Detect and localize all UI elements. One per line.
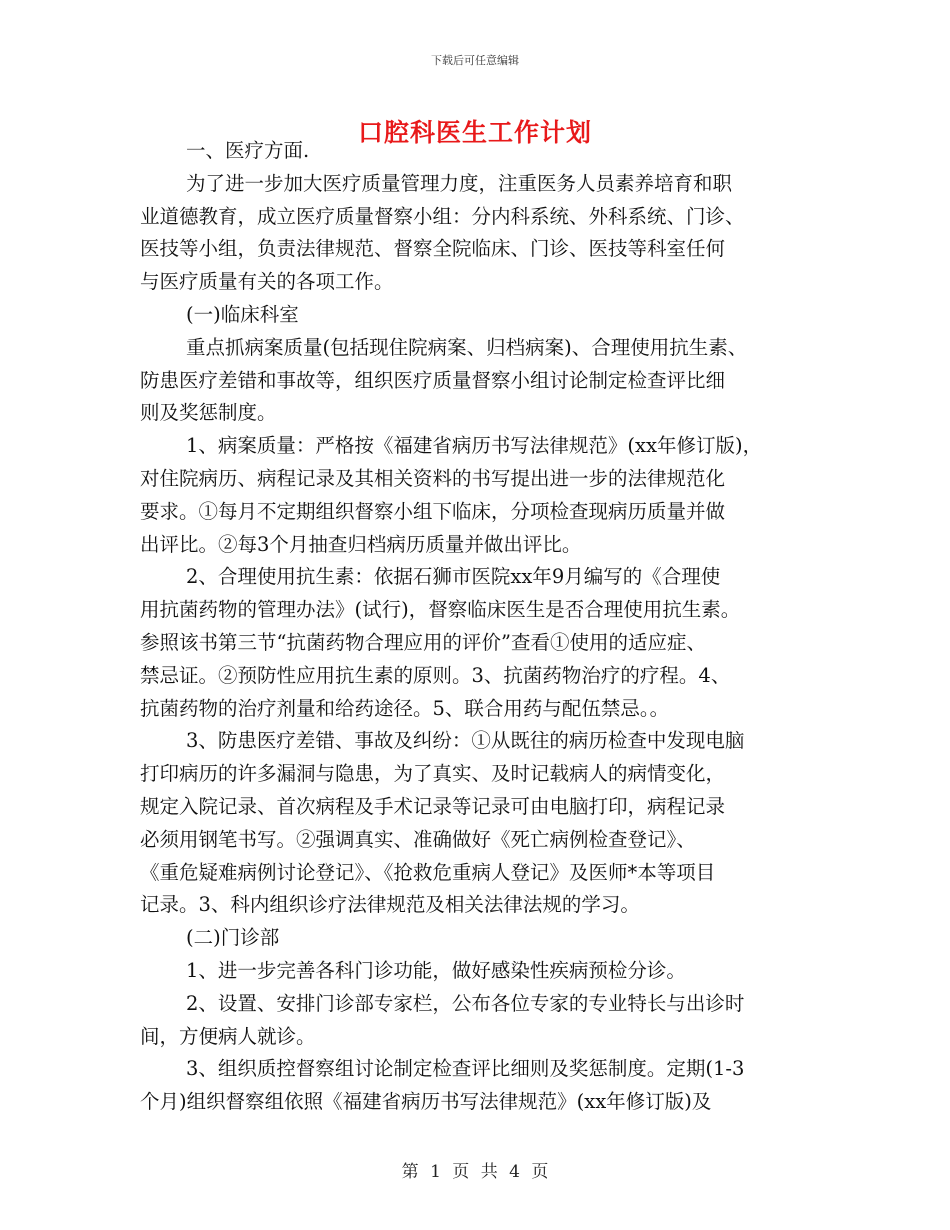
body-line: 重点抓病案质量(包括现住院病案、归档病案)、合理使用抗生素、 [186, 335, 748, 359]
document-title: 口腔科医生工作计划 [357, 118, 592, 147]
body-line: 抗菌药物的治疗剂量和给药途径。5、联合用药与配伍禁忌。。 [140, 696, 670, 720]
body-line: 禁忌证。②预防性应用抗生素的原则。3、抗菌药物治疗的疗程。4、 [140, 663, 731, 687]
body-line: 1、进一步完善各科门诊功能，做好感染性疾病预检分诊。 [186, 958, 686, 982]
body-line: 2、合理使用抗生素：依据石狮市医院xx年9月编写的《合理使 [186, 565, 721, 589]
body-line: 与医疗质量有关的各项工作。 [140, 270, 394, 294]
footer-current-page: 1 [430, 1162, 441, 1182]
body-line: 个月)组织督察组依照《福建省病历书写法律规范》(xx年修订版)及 [140, 1090, 712, 1114]
page-header: 下载后可任意编辑 [431, 54, 519, 67]
body-line: 防患医疗差错和事故等，组织医疗质量督察小组讨论制定检查评比细 [140, 368, 726, 392]
footer-prefix: 第 [401, 1162, 419, 1182]
body-line: 用抗菌药物的管理办法》(试行)，督察临床医生是否合理使用抗生素。 [140, 598, 741, 622]
footer-suffix: 页 [531, 1162, 549, 1182]
body-line: 间，方便病人就诊。 [140, 1024, 316, 1048]
body-line: 业道德教育，成立医疗质量督察小组：分内科系统、外科系统、门诊、 [140, 204, 745, 228]
body-line: 《重危疑难病例讨论登记》、《抢救危重病人登记》及医师*本等项目 [140, 860, 716, 884]
body-line: 对住院病历、病程记录及其相关资料的书写提出进一步的法律规范化 [140, 466, 726, 490]
footer-page-unit: 页 [452, 1162, 470, 1182]
body-line: (二)门诊部 [186, 926, 280, 950]
body-line: 为了进一步加大医疗质量管理力度，注重医务人员素养培育和职 [186, 171, 733, 195]
body-line: (一)临床科室 [186, 302, 299, 326]
body-line: 出评比。②每3个月抽查归档病历质量并做出评比。 [140, 532, 582, 556]
body-line: 打印病历的许多漏洞与隐患，为了真实、及时记载病人的病情变化， [140, 762, 726, 786]
document-body [140, 135, 812, 1119]
page-footer [0, 1157, 950, 1182]
body-line: 3、组织质控督察组讨论制定检查评比细则及奖惩制度。定期(1-3 [186, 1057, 745, 1081]
footer-total-word: 共 [480, 1162, 498, 1182]
body-line: 规定入院记录、首次病程及手术记录等记录可由电脑打印，病程记录 [140, 794, 726, 818]
body-line: 则及奖惩制度。 [140, 401, 277, 425]
body-line: 一、医疗方面. [186, 139, 310, 162]
footer-total-pages: 4 [509, 1162, 520, 1182]
body-line: 1、病案质量：严格按《福建省病历书写法律规范》(xx年修订版)， [186, 434, 763, 458]
body-line: 医技等小组，负责法律规范、督察全院临床、门诊、医技等科室任何 [140, 237, 726, 261]
body-line: 参照该书第三节“抗菌药物合理应用的评价”查看①使用的适应症、 [140, 630, 706, 654]
body-line: 必须用钢笔书写。②强调真实、准确做好《死亡病例检查登记》、 [140, 827, 696, 851]
body-line: 要求。①每月不定期组织督察小组下临床，分项检查现病历质量并做 [140, 499, 726, 523]
body-line: 3、防患医疗差错、事故及纠纷：①从既往的病历检查中发现电脑 [186, 729, 745, 753]
body-line: 记录。3、科内组织诊疗法律规范及相关法律法规的学习。 [140, 893, 640, 917]
body-line: 2、设置、安排门诊部专家栏，公布各位专家的专业特长与出诊时 [186, 991, 745, 1015]
